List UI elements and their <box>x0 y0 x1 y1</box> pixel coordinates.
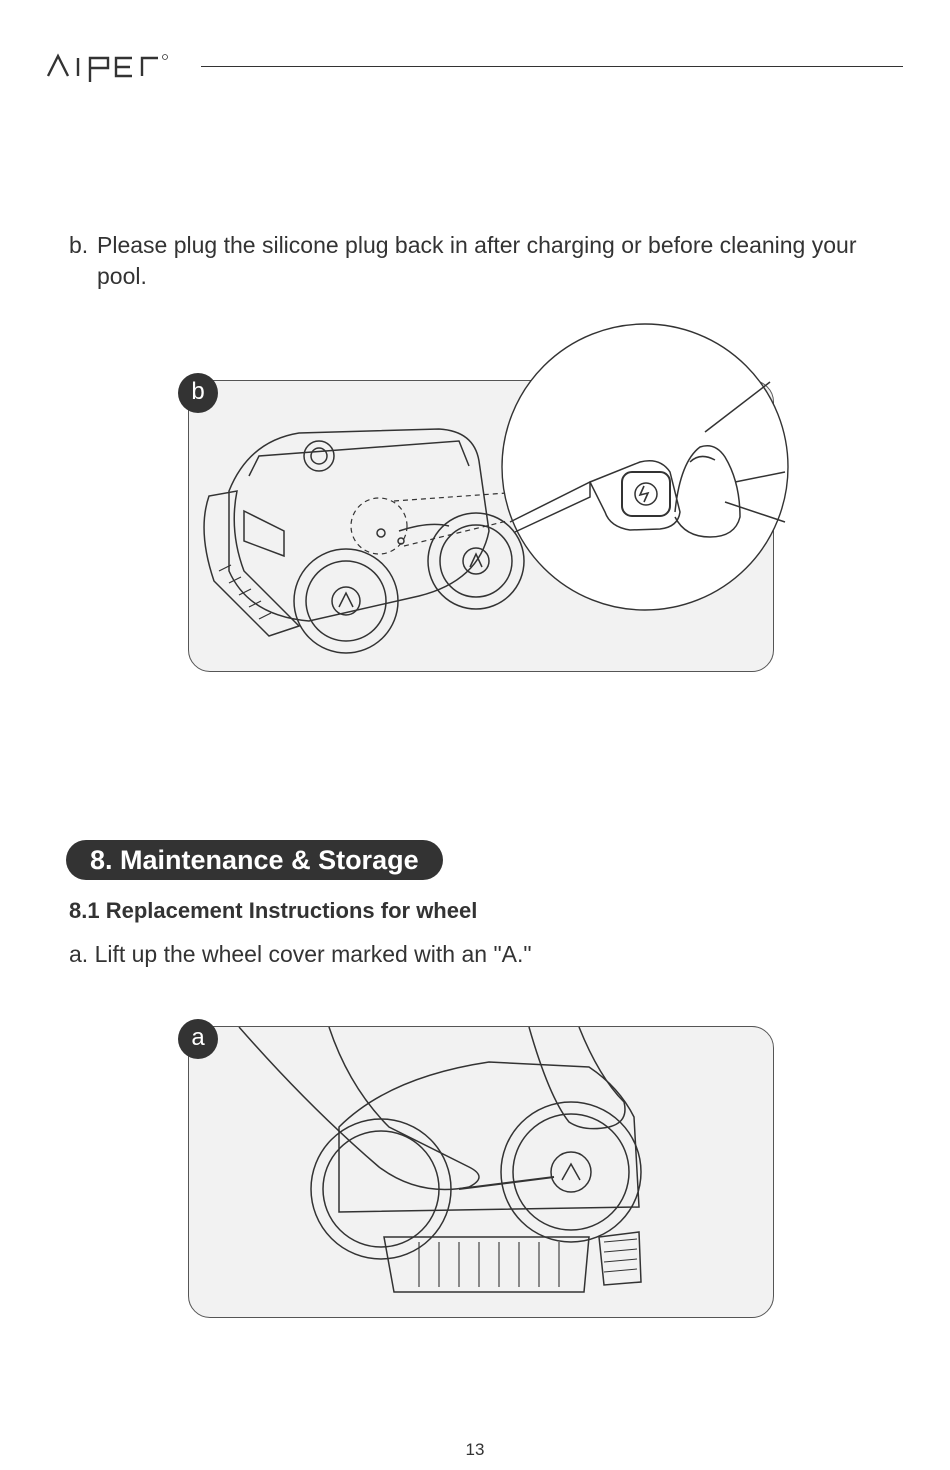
plug-zoom-inset <box>500 322 790 612</box>
aiper-logo <box>46 46 186 86</box>
step-b-text: Please plug the silicone plug back in after charging or before cleaning your pool. <box>97 232 857 289</box>
section-title-pill: 8. Maintenance & Storage <box>66 840 443 880</box>
subsection-heading: 8.1 Replacement Instructions for wheel <box>69 898 478 923</box>
header-rule <box>201 66 903 67</box>
figure-b-badge: b <box>178 373 218 413</box>
figure-a-panel <box>188 1026 774 1318</box>
page-number: 13 <box>465 1440 485 1459</box>
step-a-text: a. Lift up the wheel cover marked with an "A." <box>69 941 532 967</box>
figure-a-badge: a <box>178 1019 218 1059</box>
page-header <box>46 44 906 84</box>
step-b-letter: b. <box>69 232 89 258</box>
wheel-cover-illustration <box>189 1027 773 1317</box>
step-b <box>69 230 899 289</box>
